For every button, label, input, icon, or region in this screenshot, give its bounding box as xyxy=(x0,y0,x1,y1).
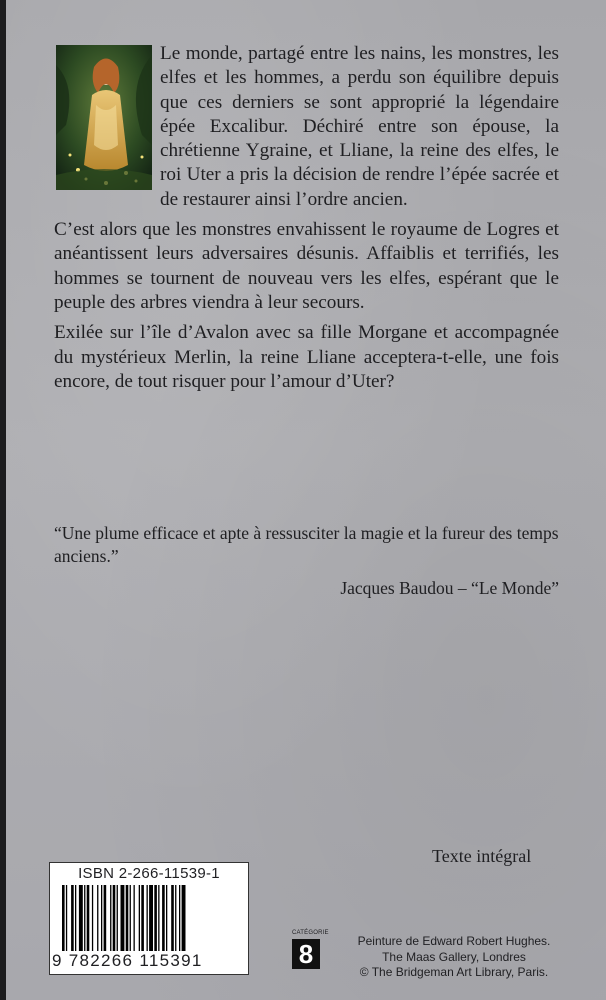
barcode-bar xyxy=(166,885,167,951)
credits-line-1: Peinture de Edward Robert Hughes. xyxy=(357,934,551,948)
barcode-bar xyxy=(104,885,107,951)
barcode-bar xyxy=(130,885,131,951)
barcode-bar xyxy=(79,885,83,951)
barcode-bar xyxy=(66,885,67,951)
summary-text xyxy=(54,42,559,400)
barcode-bar xyxy=(141,885,144,951)
credits-line-2: The Maas Gallery, Londres xyxy=(382,949,526,964)
barcode-bar xyxy=(92,885,93,951)
isbn-number: ISBN 2-266-11539-1 xyxy=(78,865,220,882)
barcode-bar xyxy=(179,885,180,951)
barcode-bar xyxy=(121,885,125,951)
summary-paragraph-3: Exilée sur l’île d’Avalon avec sa fille Morgane et accompagnée du mystérieux Merlin, la reine Lliane acceptera-t-elle, une fois encore, de tout risquer pour l’amour d’Uter? xyxy=(54,322,559,392)
category-badge xyxy=(292,930,329,976)
cover-credits xyxy=(344,934,564,981)
barcode-bar xyxy=(75,885,76,951)
barcode-bar xyxy=(97,885,98,951)
barcode-bar xyxy=(126,885,129,951)
barcode-bar xyxy=(101,885,102,951)
barcode-bar xyxy=(117,885,118,951)
summary-paragraph-2: C’est alors que les monstres envahissent le royaume de Logres et anéantissent leurs adversaires désunis. Affaiblis et terrifiés, les hommes se tournent de nouveau vers les elfes, espérant que le peuple des arbres viendra à leur secours. xyxy=(54,219,559,313)
edition-note: Texte intégral xyxy=(432,846,532,866)
barcode-bar xyxy=(171,885,174,951)
barcode-bar xyxy=(62,885,65,951)
barcode-bar xyxy=(158,885,159,951)
barcode-bar xyxy=(182,885,186,951)
summary-paragraph-1: Le monde, partagé entre les nains, les monstres, les elfes et les hommes, a perdu son équilibre depuis que ces derniers se sont approprié la légendaire épée Excalibur. Déchiré entre son épouse, la chrétienne Ygraine, et Lliane, la reine des elfes, le roi Uter a pris la décision de rendre l’épée sacrée et de restaurer ainsi l’ordre ancien. xyxy=(160,43,559,210)
barcode-bar xyxy=(134,885,135,951)
category-label: CATÉGORIE xyxy=(292,930,329,936)
credits-line-3: © The Bridgeman Art Library, Paris. xyxy=(359,965,549,979)
barcode-bar xyxy=(71,885,74,951)
barcode-bar xyxy=(87,885,90,951)
ean-number: 9 782266 115391 xyxy=(52,951,203,970)
barcode-bar xyxy=(110,885,111,951)
barcode-bar xyxy=(147,885,148,951)
barcode-bar xyxy=(84,885,85,951)
press-quote: “Une plume efficace et apte à ressusciter la magie et la fureur des temps anciens.” xyxy=(54,523,559,566)
barcode-bar xyxy=(113,885,116,951)
barcode-bar xyxy=(175,885,176,951)
barcode-bar xyxy=(149,885,153,951)
barcode-bar xyxy=(139,885,140,951)
barcode-bars xyxy=(62,885,236,951)
barcode xyxy=(49,862,249,975)
category-number: 8 xyxy=(292,939,320,969)
barcode-bar xyxy=(154,885,157,951)
quote-attribution: Jacques Baudou – “Le Monde” xyxy=(340,578,559,598)
barcode-bar xyxy=(162,885,165,951)
